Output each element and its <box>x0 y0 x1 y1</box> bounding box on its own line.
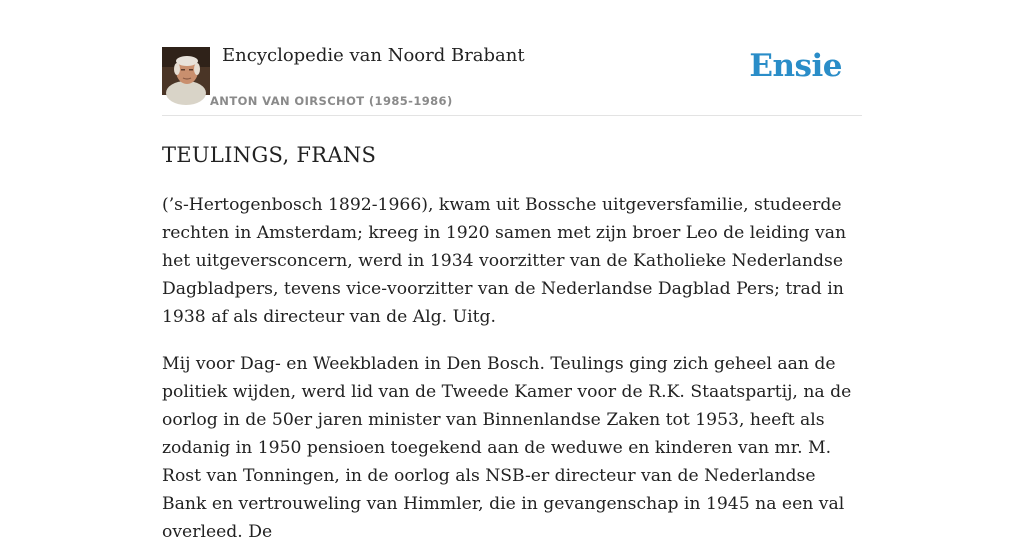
author-avatar[interactable] <box>162 47 210 95</box>
author-portrait-icon <box>162 47 210 95</box>
author-credit[interactable]: ANTON VAN OIRSCHOT (1985-1986) <box>210 94 453 108</box>
entry-title: TEULINGS, FRANS <box>162 143 377 167</box>
source-header <box>162 0 862 116</box>
ensie-logo[interactable]: Ensie <box>749 48 842 84</box>
page <box>162 0 862 546</box>
entry-paragraph: Mij voor Dag- en Weekbladen in Den Bosch. Teulings ging zich geheel aan de politiek wijden, werd lid van de Tweede Kamer voor de R.K. Staatspartij, na de oorlog in de 50er jaren minister van Binnenlandse Zaken tot 1953, heeft als zodanig in 1950 pensioen toegekend aan de weduwe en kinderen van mr. M. Rost van Tonningen, in de oorlog als NSB-er directeur van de Nederlandse Bank en vertrouweling van Himmler, die in gevangenschap in 1945 na een val overleed. De <box>162 354 852 542</box>
entry-body <box>162 191 862 546</box>
source-title[interactable]: Encyclopedie van Noord Brabant <box>222 45 525 66</box>
entry-paragraph: (’s-Hertogenbosch 1892-1966), kwam uit Bossche uitgeversfamilie, studeerde rechten in Amsterdam; kreeg in 1920 samen met zijn broer Leo de leiding van het uitgeversconcern, werd in 1934 voorzitter van de Katholieke Nederlandse Dagbladpers, tevens vice-voorzitter van de Nederlandse Dagblad Pers; trad in 1938 af als directeur van de Alg. Uitg. <box>162 195 847 327</box>
